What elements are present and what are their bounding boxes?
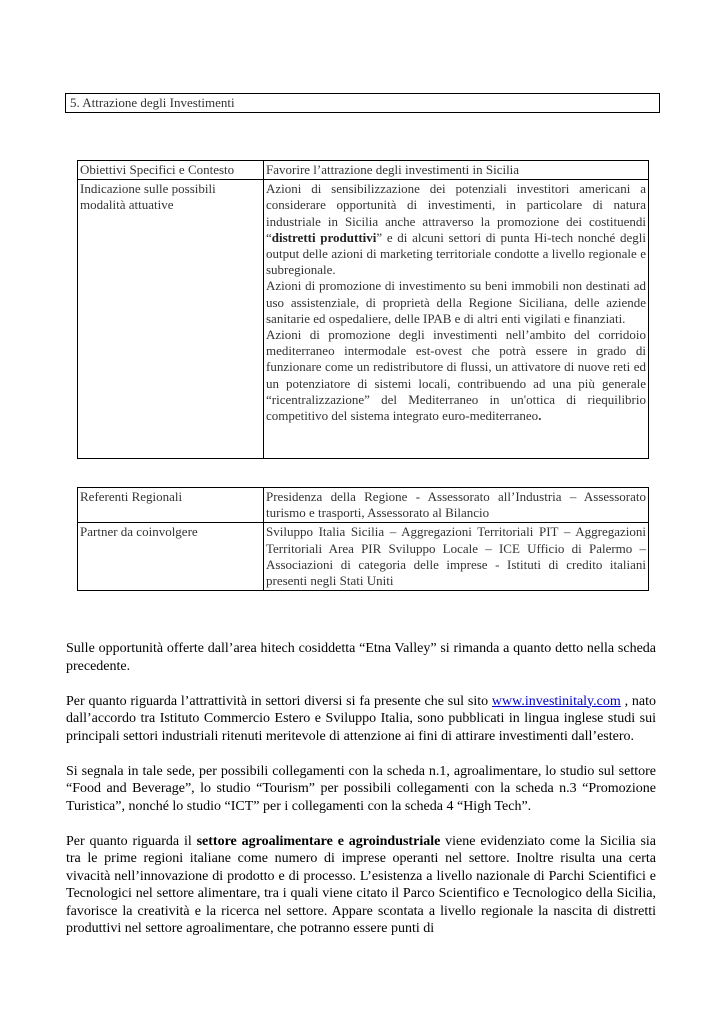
action-text: ” e di alcuni settori di punta Hi-tech nonché degli output delle azioni di marketing territoriale condotte a livello regionale e subregionale. <box>266 229 646 278</box>
referents-value: Presidenza della Regione - Assessorato all’Industria – Assessorato turismo e trasporti, Assessorato al Bilancio <box>264 488 649 523</box>
partners-label: Partner da coinvolgere <box>78 523 264 591</box>
body-text <box>66 640 656 955</box>
investinitaly-link[interactable]: www.investinitaly.com <box>491 693 621 709</box>
table-row <box>78 523 649 591</box>
modalities-label: Indicazione sulle possibili modalità attuative <box>78 180 264 459</box>
table-row <box>78 161 649 180</box>
paragraph-studies: Si segnala in tale sede, per possibili collegamenti con la scheda n.1, agroalimentare, lo studio sul settore “Food and Beverage”, lo studio “Tourism” per possibili collegamenti con la scheda n.3 “Promozione Turistica”, nonché lo studio “ICT” per i collegamenti con la scheda 4 “High Tech”. <box>66 763 656 814</box>
action-text-end: . <box>538 408 542 424</box>
paragraph-agrifood <box>66 833 656 938</box>
objectives-label: Obiettivi Specifici e Contesto <box>78 161 264 180</box>
partners-value: Sviluppo Italia Sicilia – Aggregazioni Territoriali PIT – Aggregazioni Territoriali Area PIR Sviluppo Locale – ICE Ufficio di Palermo – Associazioni di categoria delle imprese - Istituti di credito italiani presenti negli Stati Uniti <box>264 523 649 591</box>
action-bold-text: distretti produttivi <box>271 229 377 245</box>
paragraph-text: viene evidenziato come la Sicilia sia tra le prime regioni italiane come numero di imprese operanti nel settore. Inoltre risulta una certa vivacità nell’innovazione di prodotto e di processo. L’esistenza a livello nazionale di Parchi Scientifici e Tecnologici nel settore alimentare, tra i quali viene citato il Parco Scientifico e Tecnologico della Sicilia, favorisce la creatività e la ricerca nel settore. Appare scontata a livello regionale la nascita di distretti produttivi nel settore agroalimentare, che potranno essere punti di <box>66 833 657 936</box>
action-paragraph-2: Azioni di promozione di investimento su beni immobili non destinati ad uso assistenziale, di proprietà della Regione Siciliana, delle aziende sanitarie ed ospedaliere, delle IPAB e di altri enti vigilati e finanziati. <box>266 278 646 326</box>
paragraph-investinitaly <box>66 693 656 746</box>
paragraph-text: Per quanto riguarda il <box>66 833 197 849</box>
modalities-value <box>264 180 649 459</box>
table-row <box>78 180 649 459</box>
paragraph-bold-text: settore agroalimentare e agroindustriale <box>196 833 441 849</box>
action-text: Azioni di promozione degli investimenti nell’ambito del corridoio mediterraneo intermodale est-ovest che potrà essere in grado di funzionare come un redistributore di flussi, un attivatore di nuove reti ed un potenziatore di sistemi locali, contribuendo ad una più generale “ricentralizzazione” del Mediterraneo in un'ottica di riequilibrio competitivo del sistema integrato euro-mediterraneo <box>266 327 646 424</box>
action-text: Azioni di sensibilizzazione dei potenziali investitori americani a considerare opportunità di investimenti, in particolare di natura industriale in Sicilia anche attraverso la promozione dei costituendi “ <box>266 181 646 245</box>
table-row <box>78 488 649 523</box>
referents-label: Referenti Regionali <box>78 488 264 523</box>
objectives-value: Favorire l’attrazione degli investimenti in Sicilia <box>264 161 649 180</box>
objectives-table <box>77 160 649 459</box>
paragraph-text: , nato dall’accordo tra Istituto Commercio Estero e Sviluppo Italia, sono pubblicati in lingua inglese studi sui principali settori industriali ritenuti meritevole di attenzione ai fini di attirare investimenti dall’estero. <box>66 693 656 744</box>
paragraph-text: Per quanto riguarda l’attrattività in settori diversi si fa presente che sul sito <box>66 693 492 709</box>
action-paragraph-3 <box>266 327 646 424</box>
partners-table <box>77 487 649 591</box>
paragraph-etna-valley: Sulle opportunità offerte dall’area hitech cosiddetta “Etna Valley” si rimanda a quanto detto nella scheda precedente. <box>66 641 656 674</box>
action-paragraph-1 <box>266 181 646 278</box>
section-title: 5. Attrazione degli Investimenti <box>65 93 660 113</box>
